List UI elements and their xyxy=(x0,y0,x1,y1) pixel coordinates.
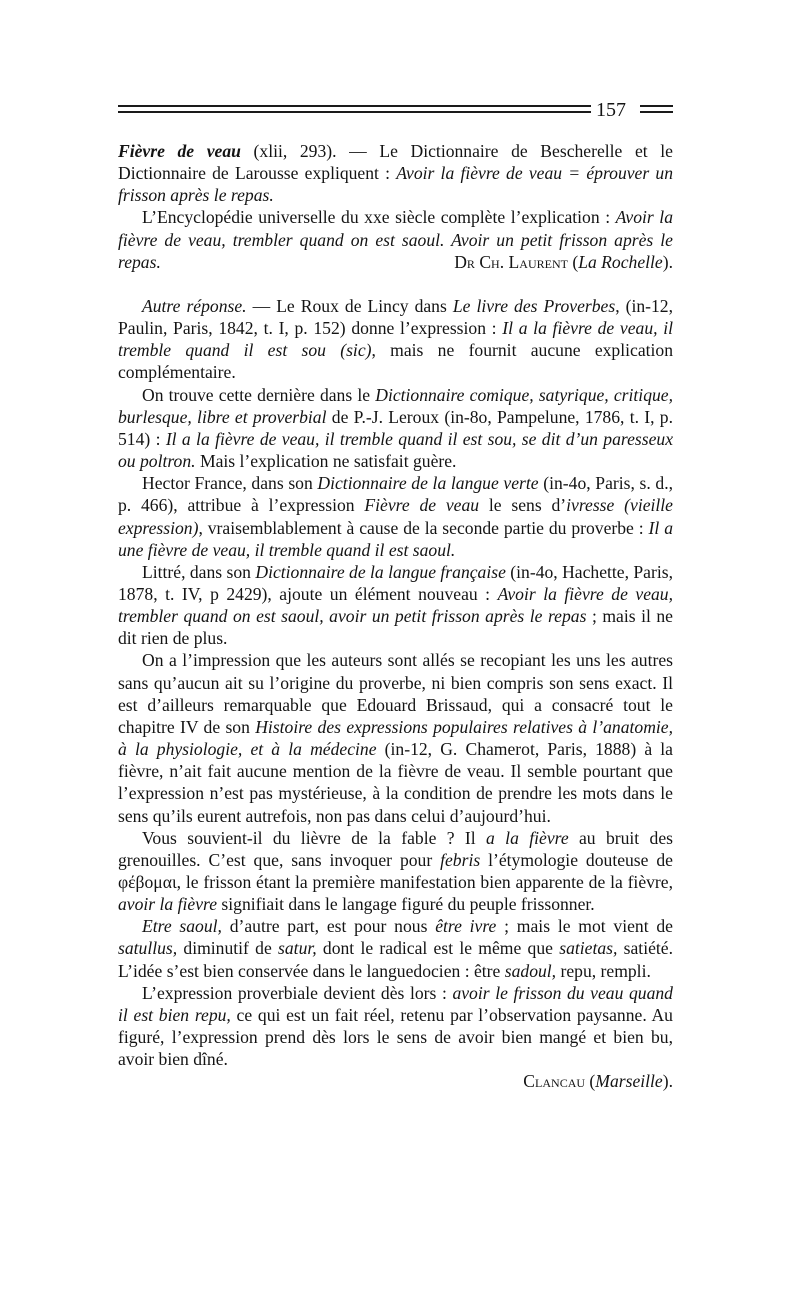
entry2-p5-title: Histoire des expressions populaires relatives à l’anatomie, à la physiologie, et à la médecine xyxy=(118,716,673,760)
entry2-p6-text3: l’étymologie douteuse de φέβομαι, le frisson étant la première manifestation bien apparente de la fièvre, xyxy=(118,849,673,892)
entry2-p8-text1: L’expression proverbiale devient dès lors : xyxy=(142,982,453,1003)
entry2-p4-title: Dictionnaire de la langue française xyxy=(255,561,506,582)
entry2-p1-title: Le livre des Proverbes xyxy=(452,295,616,316)
entry2-p6-text1: Vous souvient-il du lièvre de la fable ? Il xyxy=(142,827,487,848)
entry2-p4-quote: Avoir la fièvre de veau, trembler quand on est saoul, avoir un petit frisson après le repas xyxy=(118,583,673,627)
entry1-paragraph-1 xyxy=(118,140,673,206)
entry2-paragraph-1 xyxy=(118,295,673,384)
entry2-p7-term1: Etre saoul, xyxy=(142,916,222,937)
entry2-p7-text3: diminutif de xyxy=(177,938,279,959)
entry2-p7-text4: dont le radical est le même que xyxy=(316,938,560,959)
entry2-p8-quote: avoir le frisson du veau quand il est bien repu, xyxy=(118,982,673,1025)
entry2-signature: Clancau (Marseille). xyxy=(523,1071,673,1092)
entry2-paragraph-8 xyxy=(118,982,673,1071)
entry2-p3-text2: (in-4o, Paris, s. d., p. 466), attribue à l’expression xyxy=(118,473,673,516)
page-header xyxy=(118,96,673,140)
entry1-reference: (xlii, 293). — Le Dictionnaire de Bescherelle et le Dictionnaire de Larousse expliquent : xyxy=(118,141,673,184)
entry2-p6-text2: au bruit des grenouilles. C’est que, sans invoquer pour xyxy=(118,827,674,870)
entry2-heading: Autre réponse. xyxy=(142,295,247,316)
entry2-p3-title: Dictionnaire de la langue verte xyxy=(317,473,539,494)
entry1-signature-name: Dr Ch. Laurent xyxy=(454,251,568,272)
entry2-p4-text1: Littré, dans son xyxy=(142,561,256,582)
entry2-p7-term3: satullus, xyxy=(118,938,178,959)
entry2-paragraph-2 xyxy=(118,384,673,473)
entry1-paragraph-2 xyxy=(118,206,673,272)
header-rule-left-bottom xyxy=(118,111,591,113)
page xyxy=(118,96,673,1093)
entry2-p2-text3: Mais l’explication ne satisfait guère. xyxy=(195,451,457,472)
entry2-p1-quote: Il a la fièvre de veau, il tremble quand il est sou (sic) xyxy=(118,318,673,361)
entry2-p3-quote: Il a une fièvre de veau, il tremble quand il est saoul. xyxy=(118,517,673,560)
entry2-p4-text2: (in-4o, Hachette, Paris, 1878, t. IV, p 2429), ajoute un élément nouveau : xyxy=(118,561,673,604)
entry2-p2-title: Dictionnaire comique, satyrique, critique, burlesque, libre et proverbial xyxy=(118,384,673,427)
entry2-p7-text2: ; mais le mot vient de xyxy=(496,916,673,937)
entry2-p7-text5: satiété. L’idée s’est bien conservée dans le languedocien : être xyxy=(118,938,673,981)
entry1-signature-place: La Rochelle xyxy=(578,251,663,272)
entry2-p1-text1: — Le Roux de Lincy dans xyxy=(246,295,453,316)
entry2-p7-text6: repu, rempli. xyxy=(556,960,651,981)
entry2-p7-term4: satur, xyxy=(278,938,317,959)
entry2-p7-term2: être ivre xyxy=(435,916,497,937)
entry2-p2-text1: On trouve cette dernière dans le xyxy=(142,384,376,405)
page-number: 157 xyxy=(596,99,626,121)
entry2-p3-text1: Hector France, dans son xyxy=(142,473,318,494)
entry2-p1-text2: , (in-12, Paulin, Paris, 1842, t. I, p. 152) donne l’expression : xyxy=(118,295,673,339)
header-rule-right-top xyxy=(640,105,673,107)
header-rule-right-bottom xyxy=(640,111,673,113)
entry2-paragraph-3 xyxy=(118,472,673,561)
entry2-p2-text2: de P.-J. Leroux (in-8o, Pampelune, 1786, t. I, p. 514) : xyxy=(118,406,673,449)
entry2-p1-text3: , mais ne fournit aucune explication complémentaire. xyxy=(118,340,673,383)
entry2-p6-expression: avoir la fièvre xyxy=(118,894,218,915)
entry2-p7-term5: satietas, xyxy=(559,938,618,959)
entry2-p6-febris: febris xyxy=(440,849,481,870)
entry2-p7-term6: sadoul, xyxy=(504,960,557,981)
entry2-p3-text4: , vraisemblablement à cause de la seconde partie du proverbe : xyxy=(198,517,649,538)
entry2-p6-text4: signifiait dans le langage figuré du peuple frissonner. xyxy=(217,894,595,915)
entry2-p2-quote: Il a la fièvre de veau, il tremble quand il est sou, se dit d’un paresseux ou poltron. xyxy=(118,428,673,472)
entry2-signature-place: Marseille xyxy=(595,1071,663,1092)
entry2-p5-text1: On a l’impression que les auteurs sont allés se recopiant les uns les autres sans qu’aucun ait su l’origine du proverbe, ni bien compris son sens exact. Il est d’ailleurs remarquable que Edouard Brissaud, qui a consacré tout le chapitre IV de son xyxy=(118,650,673,737)
entry2-paragraph-5 xyxy=(118,649,673,826)
entry2-paragraph-4 xyxy=(118,561,673,650)
entry2-paragraph-7 xyxy=(118,915,673,981)
entry2-paragraph-6 xyxy=(118,827,673,916)
entry2-signature-name: Clancau xyxy=(523,1071,586,1092)
entry2-p4-text3: ; mais il ne dit rien de plus. xyxy=(118,606,673,649)
entry1-p2-quote: Avoir la fièvre de veau, trembler quand on est saoul. Avoir un petit frisson après le repas. xyxy=(118,207,673,272)
entry2-p6-quote: a la fièvre xyxy=(486,827,569,848)
entry2-p8-text2: ce qui est un fait réel, retenu par l’observation paysanne. Au figuré, l’expression prend dès lors le sens de avoir bien mangé et bien bu, avoir bien dîné. xyxy=(118,1004,673,1070)
header-rule-left-top xyxy=(118,105,591,107)
entry2-p3-expression: Fièvre de veau xyxy=(364,495,480,516)
entry2-p7-text1: d’autre part, est pour nous xyxy=(221,916,436,937)
entry2-p3-text3: le sens d’ xyxy=(479,495,567,516)
entry1-signature: Dr Ch. Laurent (La Rochelle). xyxy=(454,251,673,272)
entry1-definition: Avoir la fièvre de veau = éprouver un frisson après le repas. xyxy=(118,163,673,206)
entry1-heading: Fièvre de veau xyxy=(118,141,241,161)
entry1-p2-text: L’Encyclopédie universelle du xxe siècle complète l’explication : xyxy=(142,207,616,228)
entry2-p5-text2: (in-12, G. Chamerot, Paris, 1888) à la fièvre, n’ait fait aucune mention de la fièvre de veau. Il semble pourtant que l’expression n’est pas mystérieuse, à la condition de prendre les mots dans le sens qu’ils eurent autrefois, non pas dans celui d’aujourd’hui. xyxy=(118,739,673,826)
entry2-p3-ivresse: ivresse (vieille expression) xyxy=(118,495,673,538)
